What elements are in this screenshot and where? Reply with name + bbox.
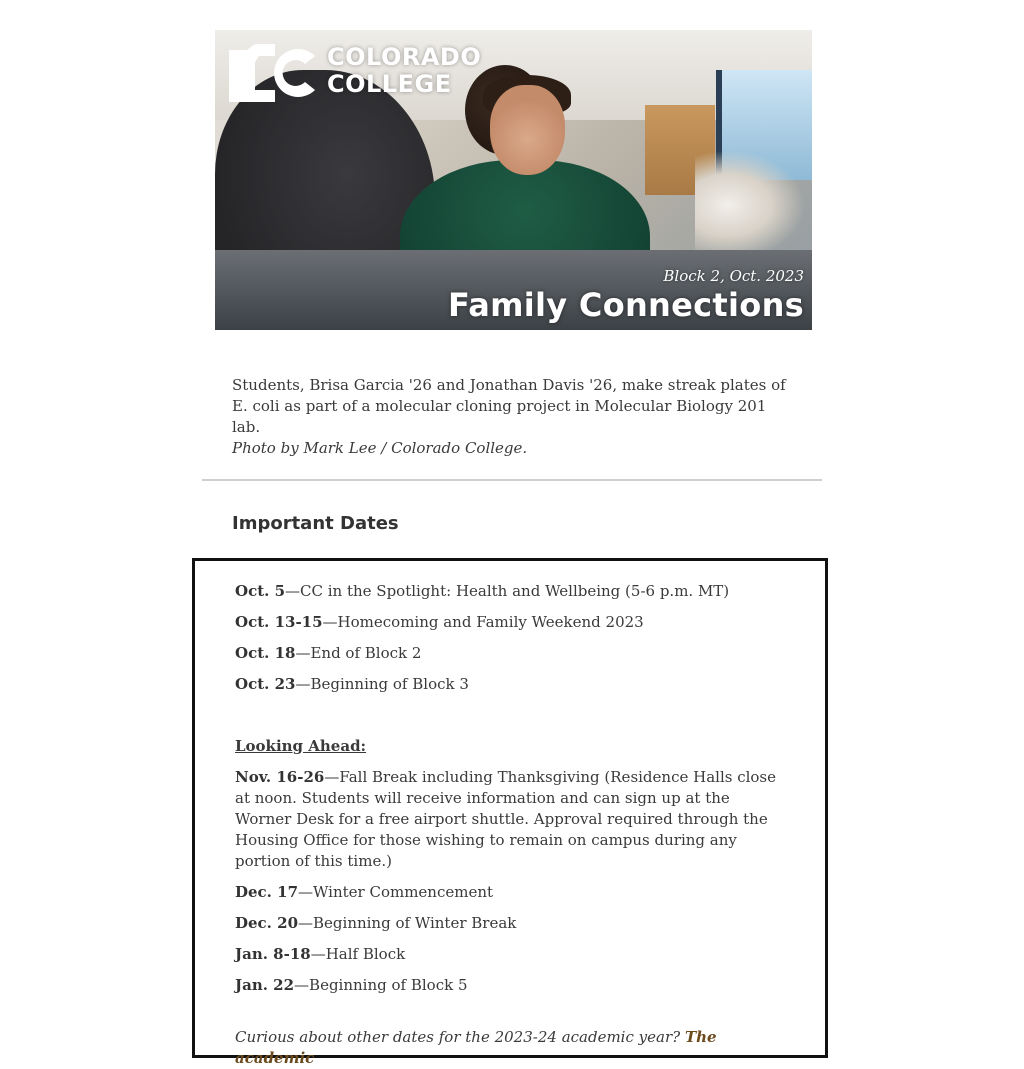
academic-calendar-note [235,1027,785,1069]
date-desc: —Beginning of Block 5 [294,976,468,994]
date-item [235,674,785,695]
issue-label: Block 2, Oct. 2023 [663,267,804,285]
important-dates-heading: Important Dates [232,513,399,534]
date-desc: —Half Block [310,945,406,963]
date-label: Jan. 8-18 [235,945,311,963]
date-desc: —Beginning of Block 3 [295,675,469,693]
photo-credit: Photo by Mark Lee / Colorado College. [232,439,528,457]
date-label: Dec. 17 [235,883,299,901]
date-label: Dec. 20 [235,914,299,932]
date-desc: —Homecoming and Family Weekend 2023 [322,613,644,631]
dates-box [192,558,828,1067]
date-label: Jan. 22 [235,976,295,994]
date-label: Oct. 13-15 [235,613,323,631]
background-students [695,150,805,260]
ahead-item [235,913,785,934]
newsletter-title: Family Connections [447,286,804,324]
student-center-head [490,85,565,175]
calendar-note-text: Curious about other dates for the 2023-24 academic year? [235,1028,681,1046]
dates-list [235,581,785,1069]
ahead-item [235,975,785,996]
caption-text: Students, Brisa Garcia '26 and Jonathan Davis '26, make streak plates of E. coli as part of a molecular cloning project in Molecular Biology 201 lab. [232,376,786,436]
date-desc: —Fall Break including Thanksgiving (Residence Halls close at noon. Students will receive information and can sign up at the Worner Desk for a free airport shuttle. Approval required through the Housing Office for those wishing to remain on campus during any portion of this time.) [235,768,777,870]
ahead-item [235,944,785,965]
ahead-item [235,767,785,872]
logo-wordmark [327,44,481,98]
date-item [235,581,785,602]
date-item [235,612,785,633]
hero-image [215,30,812,330]
date-desc: —End of Block 2 [295,644,422,662]
ahead-item [235,882,785,903]
spacer [235,705,785,736]
date-label: Oct. 5 [235,582,286,600]
date-label: Nov. 16-26 [235,768,325,786]
section-divider [202,479,822,481]
date-desc: —CC in the Spotlight: Health and Wellbeing (5-6 p.m. MT) [285,582,730,600]
date-label: Oct. 18 [235,644,296,662]
date-desc: —Winter Commencement [298,883,494,901]
date-item [235,643,785,664]
date-desc: —Beginning of Winter Break [298,914,517,932]
photo-caption [232,375,792,459]
looking-ahead-heading: Looking Ahead: [235,737,367,755]
logo-line-2: COLLEGE [327,70,452,98]
logo-line-1: COLORADO [327,43,482,71]
cc-logo-icon [227,42,322,104]
academic-calendar-link[interactable]: The academic [235,1028,717,1067]
date-label: Oct. 23 [235,675,296,693]
